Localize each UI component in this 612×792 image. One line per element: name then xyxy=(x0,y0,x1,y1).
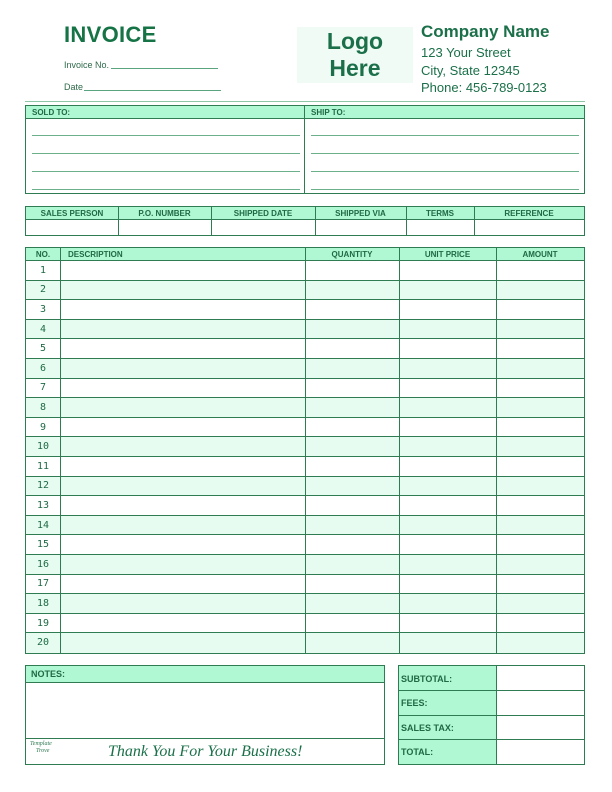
address-section xyxy=(25,105,585,194)
row-number: 8 xyxy=(39,401,47,413)
col-sales-person: SALES PERSON xyxy=(40,208,104,218)
amount-cell[interactable] xyxy=(497,320,584,339)
amount-cell[interactable] xyxy=(497,359,584,378)
col-quantity: QUANTITY xyxy=(331,249,373,259)
quantity-cell[interactable] xyxy=(306,261,399,280)
amount-cell[interactable] xyxy=(497,594,584,613)
unit-price-cell[interactable] xyxy=(400,398,496,417)
quantity-cell[interactable] xyxy=(306,398,399,417)
unit-price-cell[interactable] xyxy=(400,614,496,633)
ship-to-line-2[interactable] xyxy=(311,153,579,154)
row-number: 7 xyxy=(39,382,47,394)
col-divider xyxy=(399,248,400,653)
quantity-cell[interactable] xyxy=(306,437,399,456)
amount-cell[interactable] xyxy=(497,457,584,476)
unit-price-cell[interactable] xyxy=(400,575,496,594)
amount-cell[interactable] xyxy=(497,281,584,300)
description-cell[interactable] xyxy=(61,457,305,476)
company-phone: Phone: 456-789-0123 xyxy=(421,80,547,95)
sales-tax-label: SALES TAX: xyxy=(401,722,454,733)
amount-cell[interactable] xyxy=(497,555,584,574)
company-street: 123 Your Street xyxy=(421,45,511,60)
company-city: City, State 12345 xyxy=(421,63,520,78)
date-field[interactable] xyxy=(84,90,221,91)
amount-cell[interactable] xyxy=(497,575,584,594)
sold-to-line-1[interactable] xyxy=(32,135,300,136)
quantity-cell[interactable] xyxy=(306,594,399,613)
row-number: 2 xyxy=(39,284,47,296)
col-description: DESCRIPTION xyxy=(68,250,123,259)
quantity-cell[interactable] xyxy=(306,359,399,378)
header-divider xyxy=(25,101,585,102)
reference-field[interactable] xyxy=(475,220,584,235)
sold-to-line-4[interactable] xyxy=(32,189,300,190)
shipped-date-field[interactable] xyxy=(212,220,315,235)
row-number: 15 xyxy=(36,539,50,551)
col-shipped-date: SHIPPED DATE xyxy=(233,208,293,218)
description-cell[interactable] xyxy=(61,300,305,319)
po-number-field[interactable] xyxy=(119,220,211,235)
row-number: 14 xyxy=(36,519,50,531)
template-trove-logo xyxy=(30,741,56,763)
fees-value-field[interactable] xyxy=(497,691,584,715)
quantity-cell[interactable] xyxy=(306,535,399,554)
address-header-bar xyxy=(26,106,584,119)
col-reference: REFERENCE xyxy=(504,208,554,218)
description-cell[interactable] xyxy=(61,516,305,535)
amount-cell[interactable] xyxy=(497,535,584,554)
unit-price-cell[interactable] xyxy=(400,457,496,476)
quantity-cell[interactable] xyxy=(306,575,399,594)
quantity-cell[interactable] xyxy=(306,516,399,535)
sales-person-field[interactable] xyxy=(26,220,118,235)
shipping-info-table xyxy=(25,206,585,236)
description-cell[interactable] xyxy=(61,477,305,496)
amount-cell[interactable] xyxy=(497,300,584,319)
terms-field[interactable] xyxy=(407,220,474,235)
unit-price-cell[interactable] xyxy=(400,418,496,437)
unit-price-cell[interactable] xyxy=(400,281,496,300)
unit-price-cell[interactable] xyxy=(400,437,496,456)
logo-placeholder xyxy=(297,27,413,83)
quantity-cell[interactable] xyxy=(306,320,399,339)
row-number: 13 xyxy=(36,499,50,511)
sales-tax-value-field[interactable] xyxy=(497,716,584,739)
logo-text-line2: Here xyxy=(329,55,381,81)
row-number: 17 xyxy=(36,578,50,590)
col-no: NO. xyxy=(35,249,51,259)
description-cell[interactable] xyxy=(61,535,305,554)
company-name: Company Name xyxy=(421,22,550,41)
date-label: Date xyxy=(64,82,84,92)
amount-cell[interactable] xyxy=(497,379,584,398)
row-number: 19 xyxy=(36,617,50,629)
amount-cell[interactable] xyxy=(497,398,584,417)
quantity-cell[interactable] xyxy=(306,418,399,437)
unit-price-cell[interactable] xyxy=(400,496,496,515)
description-cell[interactable] xyxy=(61,418,305,437)
ship-to-line-1[interactable] xyxy=(311,135,579,136)
row-number: 1 xyxy=(39,264,47,276)
quantity-cell[interactable] xyxy=(306,300,399,319)
total-label: TOTAL: xyxy=(401,747,434,757)
amount-cell[interactable] xyxy=(497,339,584,358)
row-number: 3 xyxy=(39,303,47,315)
row-number: 16 xyxy=(36,558,50,570)
quantity-cell[interactable] xyxy=(306,457,399,476)
description-cell[interactable] xyxy=(61,614,305,633)
quantity-cell[interactable] xyxy=(306,496,399,515)
unit-price-cell[interactable] xyxy=(400,594,496,613)
row-number: 12 xyxy=(36,480,50,492)
quantity-cell[interactable] xyxy=(306,477,399,496)
col-unit-price: UNIT PRICE xyxy=(424,249,471,259)
amount-cell[interactable] xyxy=(497,516,584,535)
brand-line-1: Template xyxy=(30,741,52,747)
description-cell[interactable] xyxy=(61,261,305,280)
quantity-cell[interactable] xyxy=(306,633,399,652)
unit-price-cell[interactable] xyxy=(400,379,496,398)
col-divider xyxy=(305,248,306,653)
quantity-cell[interactable] xyxy=(306,555,399,574)
notes-section xyxy=(25,665,385,765)
row-number: 20 xyxy=(36,637,50,649)
shipped-via-field[interactable] xyxy=(316,220,406,235)
description-cell[interactable] xyxy=(61,496,305,515)
unit-price-cell[interactable] xyxy=(400,555,496,574)
col-divider xyxy=(496,248,497,653)
description-cell[interactable] xyxy=(61,398,305,417)
quantity-cell[interactable] xyxy=(306,614,399,633)
sold-to-label: SOLD TO: xyxy=(32,108,71,117)
unit-price-cell[interactable] xyxy=(400,300,496,319)
ship-to-label: SHIP TO: xyxy=(311,108,346,117)
totals-section xyxy=(398,665,585,765)
thank-you-message: Thank You For Your Business! xyxy=(108,743,303,760)
address-divider xyxy=(304,106,305,193)
description-cell[interactable] xyxy=(61,633,305,652)
amount-cell[interactable] xyxy=(497,614,584,633)
logo-text-line1: Logo xyxy=(326,28,384,54)
row-number: 10 xyxy=(36,441,50,453)
unit-price-cell[interactable] xyxy=(400,359,496,378)
amount-cell[interactable] xyxy=(497,477,584,496)
col-divider xyxy=(60,248,61,653)
sold-to-line-2[interactable] xyxy=(32,153,300,154)
quantity-cell[interactable] xyxy=(306,379,399,398)
unit-price-cell[interactable] xyxy=(400,339,496,358)
unit-price-cell[interactable] xyxy=(400,535,496,554)
row-number: 9 xyxy=(39,421,47,433)
description-cell[interactable] xyxy=(61,339,305,358)
row-number: 5 xyxy=(39,343,47,355)
ship-to-line-3[interactable] xyxy=(311,171,579,172)
row-number: 11 xyxy=(36,460,50,472)
line-items-table xyxy=(25,247,585,654)
description-cell[interactable] xyxy=(61,281,305,300)
fees-label: FEES: xyxy=(401,698,428,708)
quantity-cell[interactable] xyxy=(306,339,399,358)
col-shipped-via: SHIPPED VIA xyxy=(335,208,386,218)
unit-price-cell[interactable] xyxy=(400,633,496,652)
subtotal-value-field[interactable] xyxy=(497,666,584,690)
ship-to-line-4[interactable] xyxy=(311,189,579,190)
invoice-title: INVOICE xyxy=(64,22,157,47)
brand-line-2: Trove xyxy=(36,748,50,754)
unit-price-cell[interactable] xyxy=(400,516,496,535)
row-number: 18 xyxy=(36,597,50,609)
row-number: 4 xyxy=(39,323,47,335)
description-cell[interactable] xyxy=(61,437,305,456)
col-po-number: P.O. NUMBER xyxy=(138,208,191,218)
quantity-cell[interactable] xyxy=(306,281,399,300)
sold-to-line-3[interactable] xyxy=(32,171,300,172)
amount-cell[interactable] xyxy=(497,418,584,437)
description-cell[interactable] xyxy=(61,359,305,378)
invoice-number-label: Invoice No. xyxy=(64,60,110,70)
notes-divider xyxy=(26,738,384,739)
amount-cell[interactable] xyxy=(497,633,584,652)
amount-cell[interactable] xyxy=(497,437,584,456)
notes-field[interactable] xyxy=(26,684,384,738)
description-cell[interactable] xyxy=(61,379,305,398)
notes-label: NOTES: xyxy=(26,666,384,683)
unit-price-cell[interactable] xyxy=(400,320,496,339)
description-cell[interactable] xyxy=(61,320,305,339)
unit-price-cell[interactable] xyxy=(400,261,496,280)
description-cell[interactable] xyxy=(61,555,305,574)
row-number: 6 xyxy=(39,362,47,374)
subtotal-label: SUBTOTAL: xyxy=(401,673,453,684)
description-cell[interactable] xyxy=(61,575,305,594)
total-value-field[interactable] xyxy=(497,740,584,764)
amount-cell[interactable] xyxy=(497,261,584,280)
amount-cell[interactable] xyxy=(497,496,584,515)
description-cell[interactable] xyxy=(61,594,305,613)
invoice-number-field[interactable] xyxy=(111,68,218,69)
col-amount: AMOUNT xyxy=(522,249,558,259)
unit-price-cell[interactable] xyxy=(400,477,496,496)
col-terms: TERMS xyxy=(426,208,454,218)
